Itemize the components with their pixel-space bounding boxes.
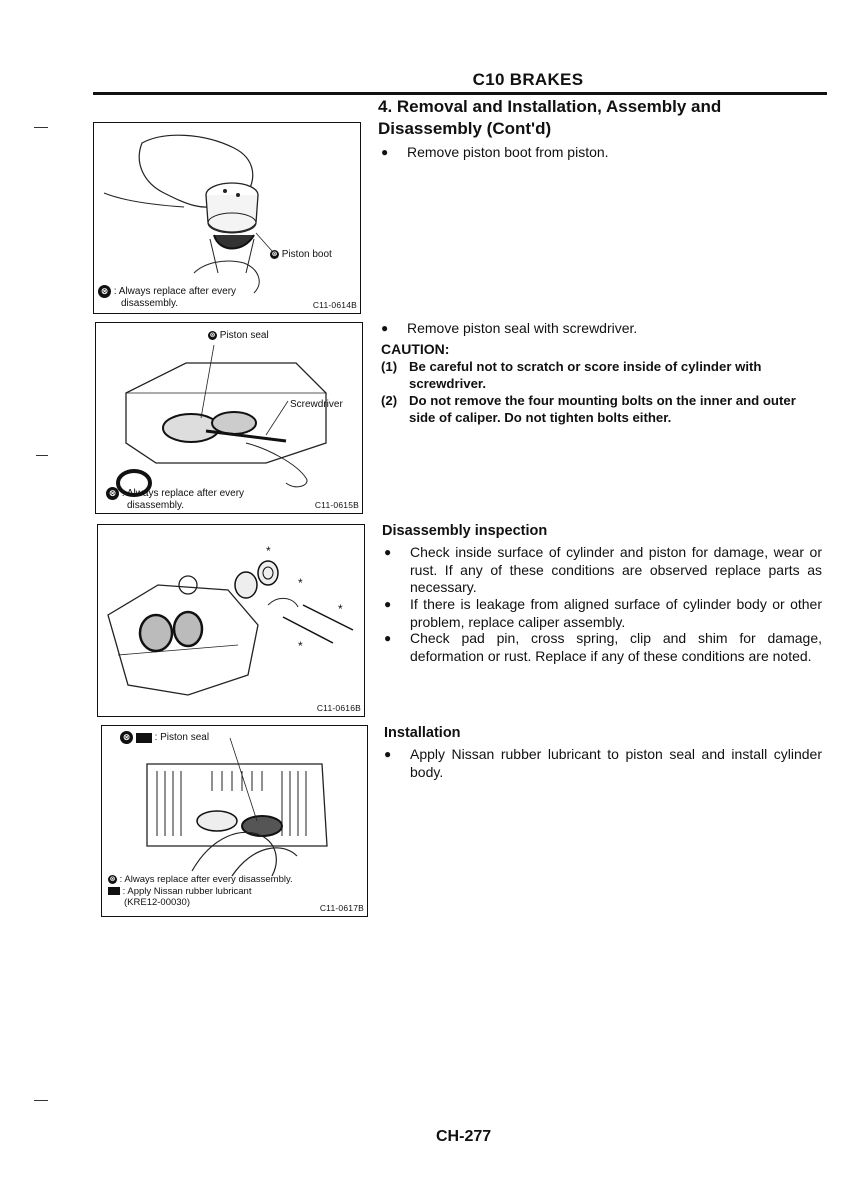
replace-icon: ⊗	[271, 250, 278, 258]
inspection-item-3	[381, 630, 822, 665]
step-remove-boot	[378, 144, 818, 162]
bullet-icon: ●	[384, 631, 392, 645]
figure-note	[98, 285, 298, 310]
svg-text:*: *	[298, 576, 303, 590]
figure-code: C11-0617B	[319, 903, 364, 913]
bullet-icon: ●	[384, 597, 392, 611]
caution-item-2	[381, 392, 821, 426]
caution-item-1	[381, 358, 821, 392]
note-text: disassembly.	[127, 500, 185, 512]
figure-piston-boot	[93, 122, 361, 314]
inspection-item-2	[381, 596, 822, 631]
margin-mark	[36, 455, 48, 456]
header-rule	[93, 92, 827, 95]
note-text: disassembly.	[121, 298, 179, 310]
step-text: Remove piston boot from piston.	[407, 144, 609, 160]
inspection-heading: Disassembly inspection	[382, 523, 548, 539]
page-subtitle: 4. Removal and Installation, Assembly and Disassembly (Cont'd)	[378, 97, 722, 138]
note-text: : Always replace after every	[113, 286, 237, 298]
figure-piston-seal	[95, 322, 363, 514]
figure-caliper-parts	[97, 524, 365, 717]
margin-mark	[34, 127, 48, 128]
figure-code: C11-0614B	[312, 300, 357, 310]
figure-seal-install	[101, 725, 368, 917]
figure-code: C11-0616B	[316, 703, 361, 713]
callout-piston-seal	[208, 330, 269, 342]
bullet-icon: ●	[381, 321, 389, 335]
lubricant-icon	[108, 887, 120, 895]
figure-code: C11-0615B	[314, 500, 359, 510]
callout-text: : Piston seal	[154, 732, 210, 744]
replace-icon: ⊗	[106, 487, 119, 500]
svg-text:*: *	[338, 602, 343, 616]
inspection-item-1	[381, 544, 822, 597]
callout-text: Piston seal	[219, 330, 269, 341]
replace-icon: ⊗	[109, 875, 116, 883]
note-text: : Always replace after every	[121, 488, 245, 500]
installation-item-1	[381, 746, 822, 781]
replace-icon: ⊗	[98, 285, 111, 298]
bullet-icon: ●	[381, 145, 389, 159]
bullet-icon: ●	[384, 747, 392, 761]
caution-number: (1)	[381, 359, 398, 374]
callout-text: Piston boot	[281, 249, 332, 260]
caution-label: CAUTION:	[381, 341, 450, 357]
svg-text:*: *	[266, 544, 271, 558]
figure-illustration	[98, 525, 366, 718]
replace-icon: ⊗	[120, 731, 133, 744]
section-title: C10 BRAKES	[472, 70, 584, 89]
inspection-text: Check pad pin, cross spring, clip and shim for damage, deformation or rust. Replace if any of these conditions are noted.	[410, 630, 822, 664]
lubricant-icon	[136, 733, 152, 743]
page-number: CH-277	[436, 1128, 492, 1145]
svg-text:*: *	[298, 639, 303, 653]
caution-text: Do not remove the four mounting bolts on the inner and outer side of caliper. Do not tighten bolts either.	[409, 393, 796, 425]
margin-mark	[34, 1100, 48, 1101]
note-text: (KRE12-00030)	[124, 897, 191, 908]
inspection-text: Check inside surface of cylinder and piston for damage, wear or rust. If any of these conditions are observed replace parts as necessary.	[410, 544, 822, 595]
installation-heading: Installation	[384, 725, 461, 741]
callout-piston-boot	[270, 249, 332, 261]
inspection-text: If there is leakage from aligned surface of cylinder body or other problem, replace caliper assembly.	[410, 596, 822, 630]
note-text: : Apply Nissan rubber lubricant	[122, 885, 252, 897]
caution-number: (2)	[381, 393, 398, 408]
note-text: : Always replace after every disassembly.	[119, 874, 293, 885]
figure-note	[106, 487, 306, 512]
caution-text: Be careful not to scratch or score inside of cylinder with screwdriver.	[409, 359, 762, 391]
installation-text: Apply Nissan rubber lubricant to piston seal and install cylinder body.	[410, 746, 822, 780]
step-remove-seal	[378, 320, 818, 338]
callout-screwdriver: Screwdriver	[290, 399, 343, 410]
step-text: Remove piston seal with screwdriver.	[407, 320, 638, 336]
bullet-icon: ●	[384, 545, 392, 559]
replace-icon: ⊗	[209, 331, 216, 339]
callout-piston-seal	[120, 731, 209, 744]
